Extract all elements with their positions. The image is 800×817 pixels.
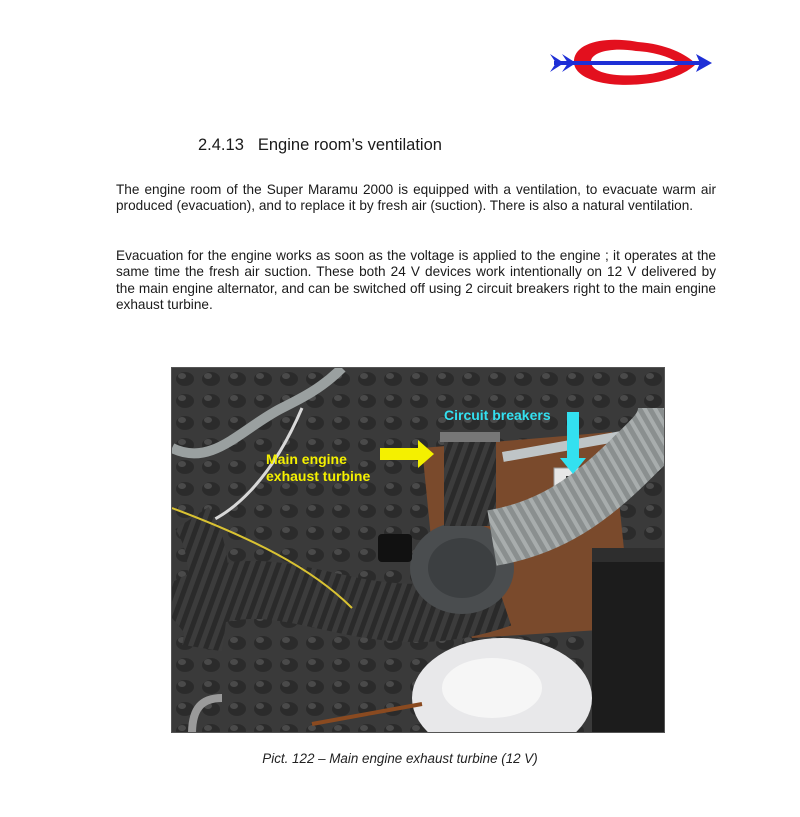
- section-heading: [198, 136, 442, 155]
- annotation-turbine-line2: exhaust turbine: [266, 468, 371, 484]
- brand-logo: [546, 34, 712, 94]
- arrow-logo-icon: [546, 34, 712, 94]
- annotation-turbine-line1: Main engine: [266, 451, 347, 467]
- engine-room-photo: [171, 367, 665, 733]
- section-title: Engine room’s ventilation: [257, 136, 442, 154]
- paragraph-ventilation-intro: The engine room of the Super Maramu 2000 is equipped with a ventilation, to evacuate warm air produced (evacuation), and to replace it by fresh air (suction). There is also a natural ventilation.: [116, 182, 716, 214]
- annotation-circuit-breakers: Circuit breakers: [444, 407, 551, 423]
- paragraph-evacuation: Evacuation for the engine works as soon as the voltage is applied to the engine ; it operates at the same time the fresh air suction. These both 24 V devices work intentionally on 12 V delivered by the main engine alternator, and can be switched off using 2 circuit breakers right to the main engine exhaust turbine.: [116, 248, 716, 313]
- figure-caption: Pict. 122 – Main engine exhaust turbine (12 V): [262, 751, 538, 766]
- section-number: 2.4.13: [198, 136, 244, 154]
